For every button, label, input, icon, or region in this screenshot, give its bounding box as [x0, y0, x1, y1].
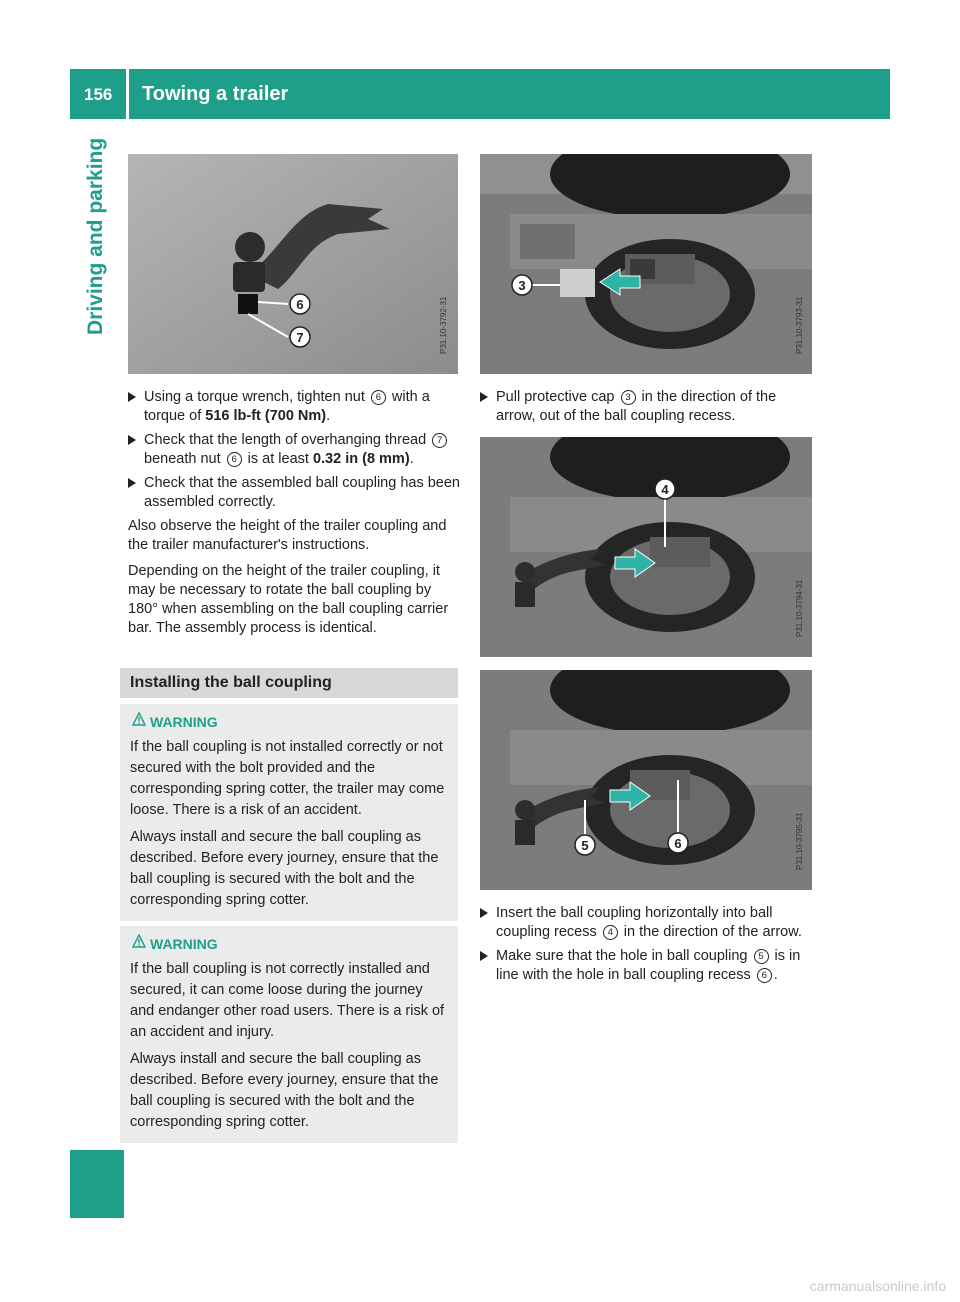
callout-4: 4 — [661, 482, 669, 497]
callout-6: 6 — [674, 836, 682, 851]
warning-triangle-icon — [132, 934, 146, 948]
warning-text: If the ball coupling is not correctly installed and secured, it can come loose during the journey and endanger other road users. There is a risk of an accident and injury. — [130, 961, 445, 1040]
step-insert-coupling: Insert the ball coupling horizontally into ball coupling recess 4 in the direction of the arrow. — [480, 904, 814, 942]
figure-align-holes — [480, 670, 812, 890]
callout-5: 5 — [581, 838, 589, 853]
warning-text: If the ball coupling is not installed correctly or not secured with the bolt provided and the corresponding spring cotter, the trailer may come loose. There is a risk of an accident. — [130, 739, 445, 818]
step-arrow-icon — [480, 392, 488, 402]
callout-4: 4 — [603, 925, 618, 940]
figure-insert-coupling — [480, 437, 812, 657]
step-pull-cap: Pull protective cap 3 in the direction of the arrow, out of the ball coupling recess. — [480, 388, 812, 426]
right-step-1 — [480, 388, 812, 431]
warning-title: WARNING — [130, 934, 448, 955]
left-steps — [128, 388, 460, 645]
header-divider — [126, 69, 129, 119]
callout-3: 3 — [518, 278, 526, 293]
page-number: 156 — [84, 85, 113, 104]
paragraph-observe-height: Also observe the height of the trailer coupling and the trailer manufacturer's instructions. — [128, 518, 447, 553]
warning-text: Always install and secure the ball coupling as described. Before every journey, ensure that the ball coupling is secured with the bolt and the corresponding spring cotter. — [130, 1051, 439, 1130]
paragraph-rotate-coupling: Depending on the height of the trailer coupling, it may be necessary to rotate the ball coupling by 180° when assembling on the ball coupling carrier bar. The assembly process is identical. — [128, 563, 449, 636]
step-arrow-icon — [128, 392, 136, 402]
figure-illustration — [480, 670, 812, 890]
right-steps-2 — [480, 904, 814, 990]
sidebar-chapter-label: Driving and parking — [84, 137, 107, 335]
callout-6: 6 — [757, 968, 772, 983]
figure-protective-cap — [480, 154, 812, 374]
figure-illustration — [128, 154, 458, 374]
sidebar-tab-block — [70, 1150, 124, 1218]
callout-6: 6 — [371, 390, 386, 405]
page-header — [70, 69, 890, 119]
warning-box-1 — [120, 704, 458, 921]
callout-3: 3 — [621, 390, 636, 405]
page-title: Towing a trailer — [142, 83, 289, 105]
figure-code: P31.10-3795-31 — [795, 812, 804, 870]
watermark-text: carmanualsonline.info — [809, 1278, 946, 1294]
figure-code: P31.10-3792-31 — [439, 296, 448, 354]
section-heading: Installing the ball coupling — [120, 668, 458, 698]
callout-7: 7 — [296, 330, 304, 345]
figure-code: P31.10-3794-31 — [795, 579, 804, 637]
step-arrow-icon — [128, 435, 136, 445]
step-check-assembly: Check that the assembled ball coupling has been assembled correctly. — [128, 474, 460, 512]
step-arrow-icon — [480, 951, 488, 961]
figure-ball-coupling-nut — [128, 154, 458, 374]
step-align-holes: Make sure that the hole in ball coupling 5 is in line with the hole in ball coupling recess 6 . — [480, 947, 814, 985]
figure-code: P31.10-3793-31 — [795, 296, 804, 354]
step-tighten-nut: Using a torque wrench, tighten nut 6 with a torque of 516 lb-ft (700 Nm). — [128, 388, 460, 426]
callout-6: 6 — [227, 452, 242, 467]
warning-text: Always install and secure the ball coupling as described. Before every journey, ensure that the ball coupling is secured with the bolt and the corresponding spring cotter. — [130, 829, 439, 908]
warning-title: WARNING — [130, 712, 448, 733]
callout-6: 6 — [296, 297, 304, 312]
callout-5: 5 — [754, 949, 769, 964]
warning-box-2 — [120, 926, 458, 1143]
figure-illustration — [480, 154, 812, 374]
warning-triangle-icon — [132, 712, 146, 726]
step-arrow-icon — [480, 908, 488, 918]
step-arrow-icon — [128, 478, 136, 488]
callout-7: 7 — [432, 433, 447, 448]
step-check-thread: Check that the length of overhanging thread 7 beneath nut 6 is at least 0.32 in (8 mm). — [128, 431, 460, 469]
figure-illustration — [480, 437, 812, 657]
